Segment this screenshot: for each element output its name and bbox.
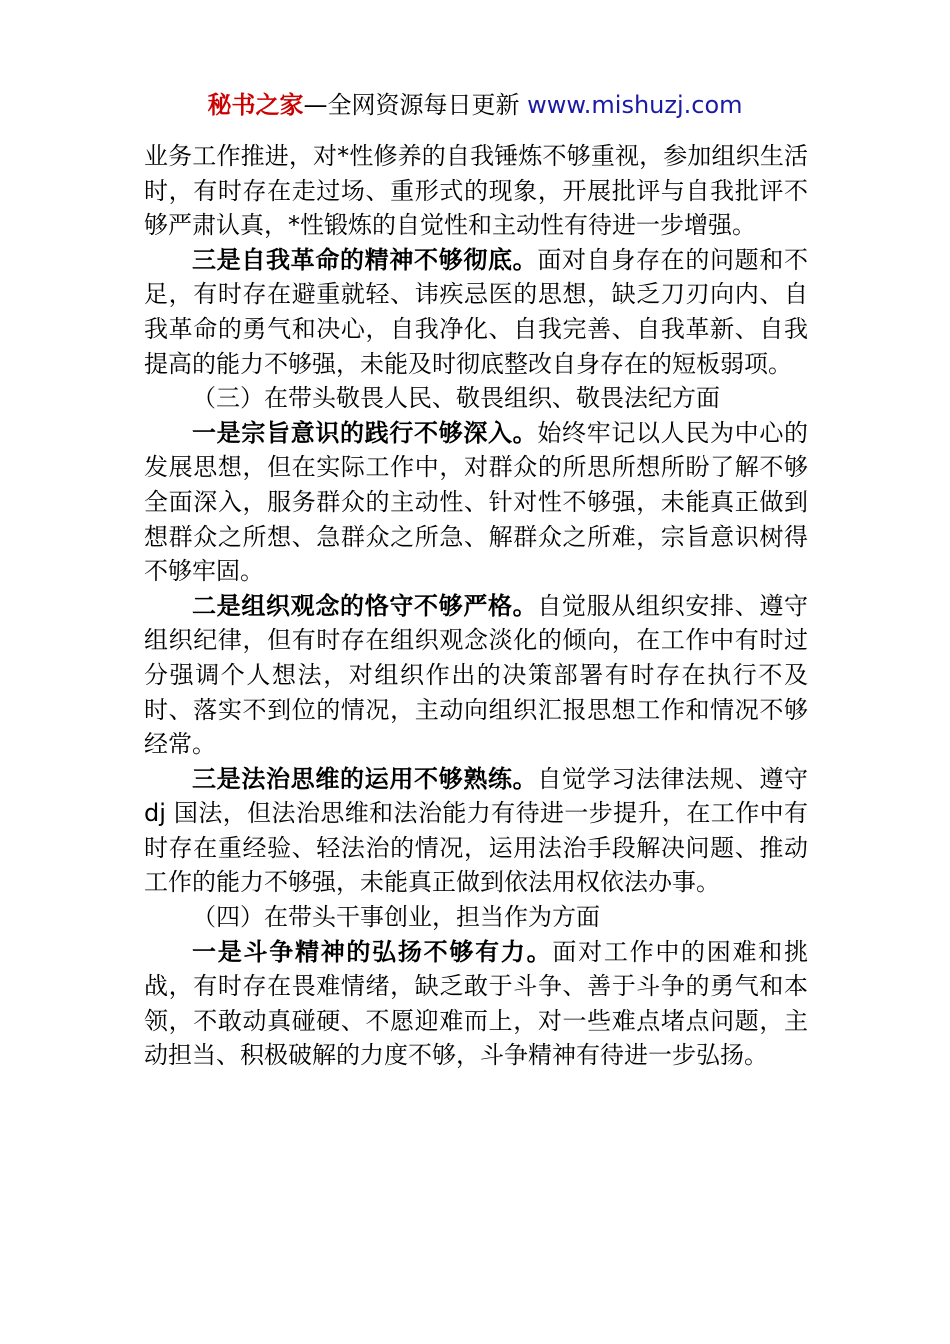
section-heading-text: （四）在带头干事创业，担当作为方面 [192,903,600,932]
document-body [144,139,808,1073]
paragraph-lead: 三是法治思维的运用不够熟练。 [192,764,538,793]
paragraph-self-revolution [144,243,808,381]
paragraph-organization-concept [144,589,808,762]
paragraph-lead: 一是斗争精神的弘扬不够有力。 [192,937,553,966]
paragraph-fighting-spirit [144,935,808,1073]
brand-name: 秘书之家 [207,91,304,119]
paragraph-lead: 二是组织观念的恪守不够严格。 [192,591,538,620]
website-link[interactable]: www.mishuzj.com [527,91,743,119]
page-header [0,88,950,122]
section-heading-4 [144,900,808,935]
paragraph-lead: 一是宗旨意识的践行不够深入。 [192,418,538,447]
header-slogan: —全网资源每日更新 [303,91,528,119]
paragraph-text: 面对工作中的困难和挑战，有时存在畏难情绪，缺乏敢于斗争、善于斗争的勇气和本领，不敢动真碰硬、不愿迎难而上，对一些难点堵点问题，主动担当、积极破解的力度不够，斗争精神有待进一步弘扬。 [144,937,809,1070]
paragraph-continuation [144,139,808,243]
paragraph-lead: 三是自我革命的精神不够彻底。 [192,245,538,274]
paragraph-text: 面对自身存在的问题和不足，有时存在避重就轻、讳疾忌医的思想，缺乏刀刃向内、自我革命的勇气和决心，自我净化、自我完善、自我革新、自我提高的能力不够强，未能及时彻底整改自身存在的短板弱项。 [144,245,809,378]
section-heading-text: （三）在带头敬畏人民、敬畏组织、敬畏法纪方面 [192,384,720,413]
paragraph-text: 始终牢记以人民为中心的发展思想，但在实际工作中，对群众的所思所想所盼了解不够全面深入，服务群众的主动性、针对性不够强，未能真正做到想群众之所想、急群众之所急、解群众之所难，宗旨意识树得不够牢固。 [144,418,809,586]
paragraph-rule-of-law [144,762,808,900]
paragraph-text: 业务工作推进，对*性修养的自我锤炼不够重视，参加组织生活时，有时存在走过场、重形式的现象，开展批评与自我批评不够严肃认真，*性锻炼的自觉性和主动性有待进一步增强。 [144,142,808,240]
paragraph-purpose-awareness [144,416,808,589]
paragraph-text: 自觉学习法律法规、遵守 dj 国法，但法治思维和法治能力有待进一步提升，在工作中有时存在重经验、轻法治的情况，运用法治手段解决问题、推动工作的能力不够强，未能真正做到依法用权依法办事。 [144,764,809,897]
paragraph-text: 自觉服从组织安排、遵守组织纪律，但有时存在组织观念淡化的倾向，在工作中有时过分强调个人想法，对组织作出的决策部署有时存在执行不及时、落实不到位的情况，主动向组织汇报思想工作和情况不够经常。 [144,591,809,759]
section-heading-3 [144,381,808,416]
